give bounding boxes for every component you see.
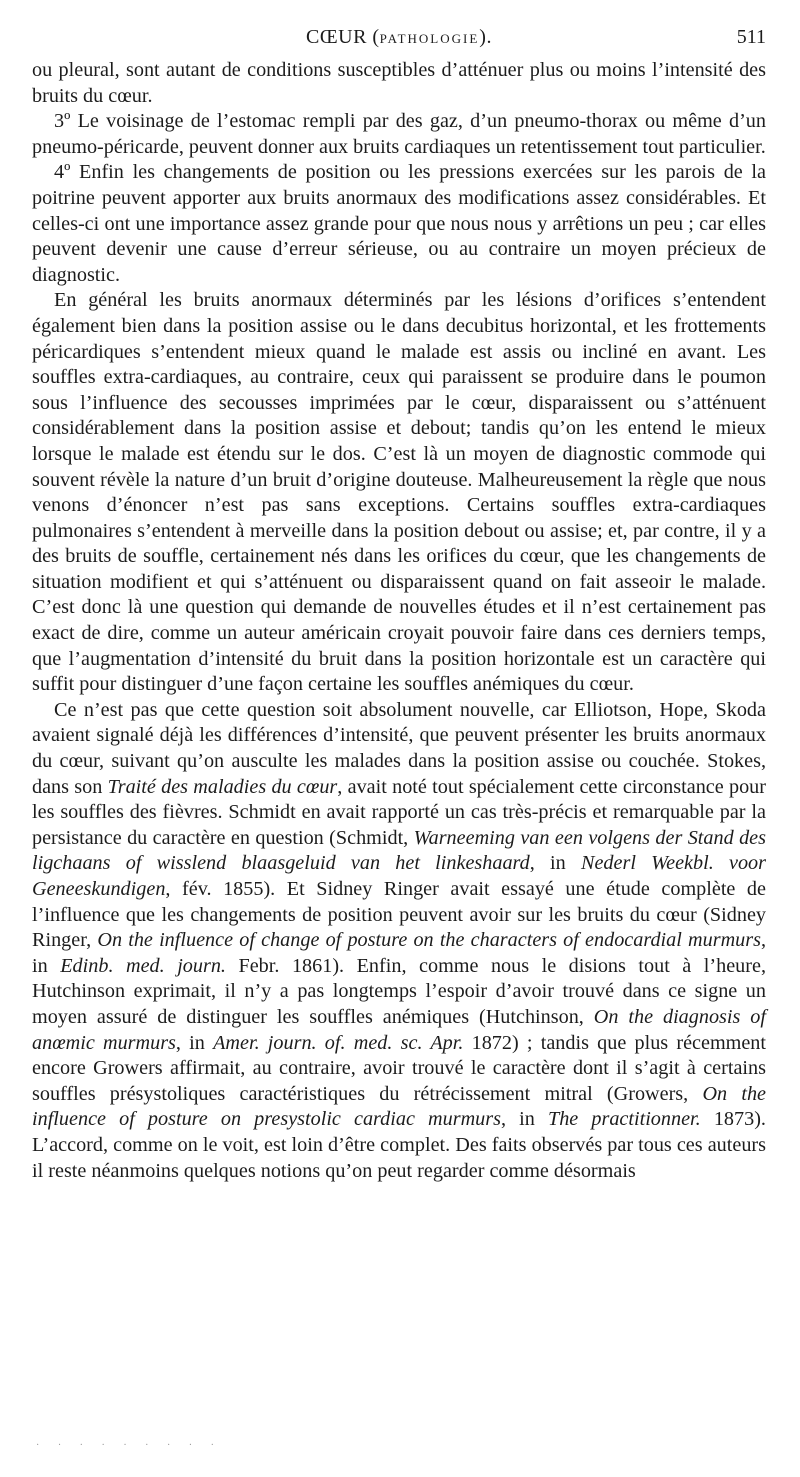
text-run: 4º Enfin les changements de position ou les pressions exercées sur les parois de la poitrine peuvent apporter aux bruits anormaux des modifications assez considérables. Et celles-ci ont une importance assez grande pour que nous nous y arrêtions un peu ; car elles peuvent devenir une cause d’erreur sérieuse, ou au contraire un moyen précieux de diagnostic. (32, 161, 766, 286)
page-number: 511 (736, 26, 766, 48)
paragraph (32, 160, 766, 288)
text-run: , fév. 1855). Et Sidney Ringer avait essayé une étude complète de l’influence que les changements de position peuvent avoir sur les bruits du cœur (Sidney Ringer, (32, 878, 766, 952)
paragraph (32, 58, 766, 109)
italic-citation: Traité des maladies du cœur (107, 775, 338, 798)
text-run: Ce n’est pas que cette question soit absolument nouvelle, car Elliotson, Hope, Skoda avaient signalé déjà les différences d’intensité, que peuvent présenter les bruits anormaux du cœur, suivant qu’on ausculte les malades dans la position assise ou couchée. Stokes, dans son (32, 698, 766, 798)
italic-citation: On the influence of posture on presystolic cardiac murmurs (32, 1082, 766, 1131)
italic-citation: Edinb. med. journ. (60, 954, 226, 977)
italic-citation: The practitionner. (547, 1108, 701, 1131)
italic-citation: Amer. journ. of. med. sc. Apr. (213, 1031, 464, 1054)
paragraph (32, 288, 766, 698)
running-header (32, 26, 766, 58)
text-run: 3º Le voisinage de l’estomac rempli par des gaz, d’un pneumo-thorax ou même d’un pneumo-péricarde, peuvent donner aux bruits cardiaques un retentissement tout particulier. (32, 110, 766, 158)
page (32, 26, 766, 1184)
running-title-main: CŒUR ( (306, 26, 380, 48)
italic-citation: Warneeming van een volgens der Stand des ligchaans of wisslend blaasgeluid van het linkeshaard (32, 826, 766, 875)
text-run: 1873). L’accord, comme on le voit, est loin d’être complet. Des faits observés par tous ces auteurs il reste néanmoins quelques notions qu’on peut regarder comme désormais (32, 1108, 766, 1182)
text-run: , in (529, 852, 581, 875)
text-run: En général les bruits anormaux déterminés par les lésions d’orifices s’entendent également bien dans la position assise ou le dans decubitus horizontal, et les frottements péricardiques s’entendent mieux quand le malade est assis ou incliné en avant. Les souffles extra-cardiaques, au contraire, ceux qui paraissent se produire dans le poumon sous l’influence des secousses imprimées par le cœur, disparaissent ou s’atténuent considérablement dans la position assise et debout; tandis qu’on les entend le mieux lorsque le malade est étendu sur le dos. C’est là un moyen de diagnostic commode qui souvent révèle la nature d’un bruit d’origine douteuse. Malheureusement la règle que nous venons d’énoncer n’est pas sans exceptions. Certains souffles extra-cardiaques pulmonaires s’entendent à merveille dans la position debout ou assise; et, par contre, il y a des bruits de souffle, certainement nés dans les orifices du cœur, que les changements de situation modifient et qui s’atténuent ou disparaissent quand on fait asseoir le malade. C’est donc là une question qui demande de nouvelles études et il n’est certainement pas exact de dire, comme un auteur américain croyait pouvoir faire dans ces derniers temps, que l’augmentation d’intensité du bruit dans la position horizontale est un caractère qui suffit pour distinguer d’une façon certaine les souffles anémiques du cœur. (32, 289, 766, 696)
running-title-end: ). (479, 26, 492, 48)
text-run: ou pleural, sont autant de conditions susceptibles d’atténuer plus ou moins l’intensité des bruits du cœur. (32, 59, 766, 107)
running-title (32, 26, 766, 49)
paragraph (32, 109, 766, 160)
text-run: , in (175, 1031, 214, 1054)
page-edge-marks: · · · · · · · · · (36, 1440, 222, 1451)
text-run: Febr. 1861). Enfin, comme nous le disions tout à l’heure, Hutchinson exprimait, il n’y a pas longtemps l’espoir d’avoir trouvé dans ce signe un moyen assuré de distinguer les souffles anémiques (Hutchinson, (32, 954, 766, 1028)
paragraph (32, 698, 766, 1184)
text-run: , in (500, 1108, 548, 1131)
text-run: 1872) ; tandis que plus récemment encore Growers affirmait, au contraire, avoir trouvé le caractère dont il s’agit à certains souffles présystoliques caractéristiques du rétrécissement mitral (Growers, (32, 1031, 767, 1105)
text-run: , in (32, 929, 767, 977)
italic-citation: On the diagnosis of anœmic murmurs (32, 1005, 767, 1054)
running-title-smallcaps: PATHOLOGIE (379, 31, 480, 46)
text-run: , avait noté tout spécialement cette circonstance pour les souffles des fièvres. Schmidt en avait rapporté un cas très-précis et remarquable par la persistance du caractère en question (Schmidt, (32, 775, 766, 849)
body-text (32, 58, 766, 1184)
italic-citation: On the influence of change of posture on the characters of endocardial murmurs (97, 929, 761, 952)
italic-citation: Nederl Weekbl. voor Geneeskundigen (32, 852, 766, 900)
